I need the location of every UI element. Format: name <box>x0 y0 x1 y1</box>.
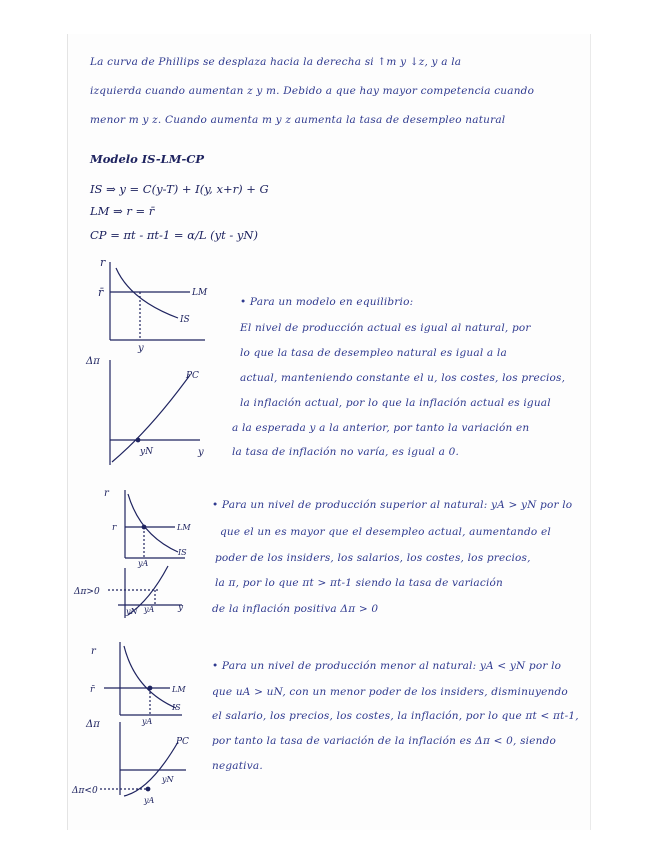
s2-line-4: la π, por lo que πt > πt-1 siendo la tasa de variación <box>215 577 504 589</box>
g1-is-label: IS <box>180 315 190 325</box>
g4-x-label: y <box>178 603 184 613</box>
g5-rbar-label: r̄ <box>90 685 95 695</box>
g4-dpi-label: Δπ>0 <box>74 587 100 597</box>
g2-y-label: Δπ <box>86 356 100 367</box>
s3-line-4: por tanto la tasa de variación de la inflación es Δπ < 0, siendo <box>212 735 557 747</box>
model-title: Modelo IS-LM-CP <box>90 152 205 166</box>
s1-line-6: a la esperada y a la anterior, por tanto la variación en <box>232 422 530 434</box>
g5-r-label: r <box>91 646 96 657</box>
is-equation: IS ⇒ y = C(y-T) + I(y, x+r) + G <box>90 182 269 196</box>
s1-line-4: actual, manteniendo constante el u, los costes, los precios, <box>240 372 566 384</box>
g3-is-label: IS <box>178 548 187 557</box>
s2-line-3: poder de los insiders, los salarios, los costes, los precios, <box>215 552 531 564</box>
g6-pc-label: PC <box>176 737 189 747</box>
g2-x-label: y <box>198 447 204 458</box>
intro-line-2: izquierda cuando aumentan z y m. Debido a que hay mayor competencia cuando <box>90 85 535 97</box>
s1-line-7: la tasa de inflación no varía, es igual a 0. <box>232 446 460 458</box>
g1-r-label: r <box>100 256 106 269</box>
g1-lm-label: LM <box>192 288 208 298</box>
g3-r-label: r <box>104 488 109 499</box>
g4-ya-label: yA <box>144 605 155 614</box>
g6-ya-label: yA <box>144 796 155 805</box>
g3-rbar-label: r <box>112 523 117 533</box>
s3-line-5: negativa. <box>212 760 263 772</box>
g4-yn-label: yN <box>126 607 138 616</box>
cp-equation: CP = πt - πt-1 = α/L (yt - yN) <box>90 228 258 242</box>
g6-yn-label: yN <box>162 775 174 784</box>
g1-y-mark: y <box>138 343 144 354</box>
g6-y-label: Δπ <box>86 719 100 730</box>
g1-rbar-label: r̄ <box>98 286 104 299</box>
s2-line-1: • Para un nivel de producción superior al natural: yA > yN por lo <box>212 499 573 511</box>
lm-equation: LM ⇒ r = r̄ <box>90 204 155 218</box>
s1-line-5: la inflación actual, por lo que la inflación actual es igual <box>240 397 551 409</box>
g3-lm-label: LM <box>177 523 191 532</box>
g5-lm-label: LM <box>172 685 186 694</box>
s1-line-3: lo que la tasa de desempleo natural es igual a la <box>240 347 507 359</box>
g5-ya-label: yA <box>142 717 153 726</box>
s2-line-2: que el un es mayor que el desempleo actual, aumentando el <box>220 526 551 538</box>
intro-line-1: La curva de Phillips se desplaza hacia la derecha si ↑m y ↓z, y a la <box>90 56 462 68</box>
s2-line-5: de la inflación positiva Δπ > 0 <box>212 603 379 615</box>
g6-dpi-neg-label: Δπ<0 <box>72 786 98 796</box>
s1-line-2: El nivel de producción actual es igual al natural, por <box>240 322 531 334</box>
s1-line-1: • Para un modelo en equilibrio: <box>240 296 414 308</box>
intro-line-3: menor m y z. Cuando aumenta m y z aumenta la tasa de desempleo natural <box>90 114 506 126</box>
g3-ya-label: yA <box>138 559 149 568</box>
g2-yn-label: yN <box>140 447 153 457</box>
g2-pc-label: PC <box>186 371 199 381</box>
s3-line-1: • Para un nivel de producción menor al natural: yA < yN por lo <box>212 660 562 672</box>
g5-is-label: IS <box>172 703 181 712</box>
s3-line-2: que uA > uN, con un menor poder de los insiders, disminuyendo <box>212 686 568 698</box>
s3-line-3: el salario, los precios, los costes, la inflación, por lo que πt < πt-1, <box>212 710 579 722</box>
